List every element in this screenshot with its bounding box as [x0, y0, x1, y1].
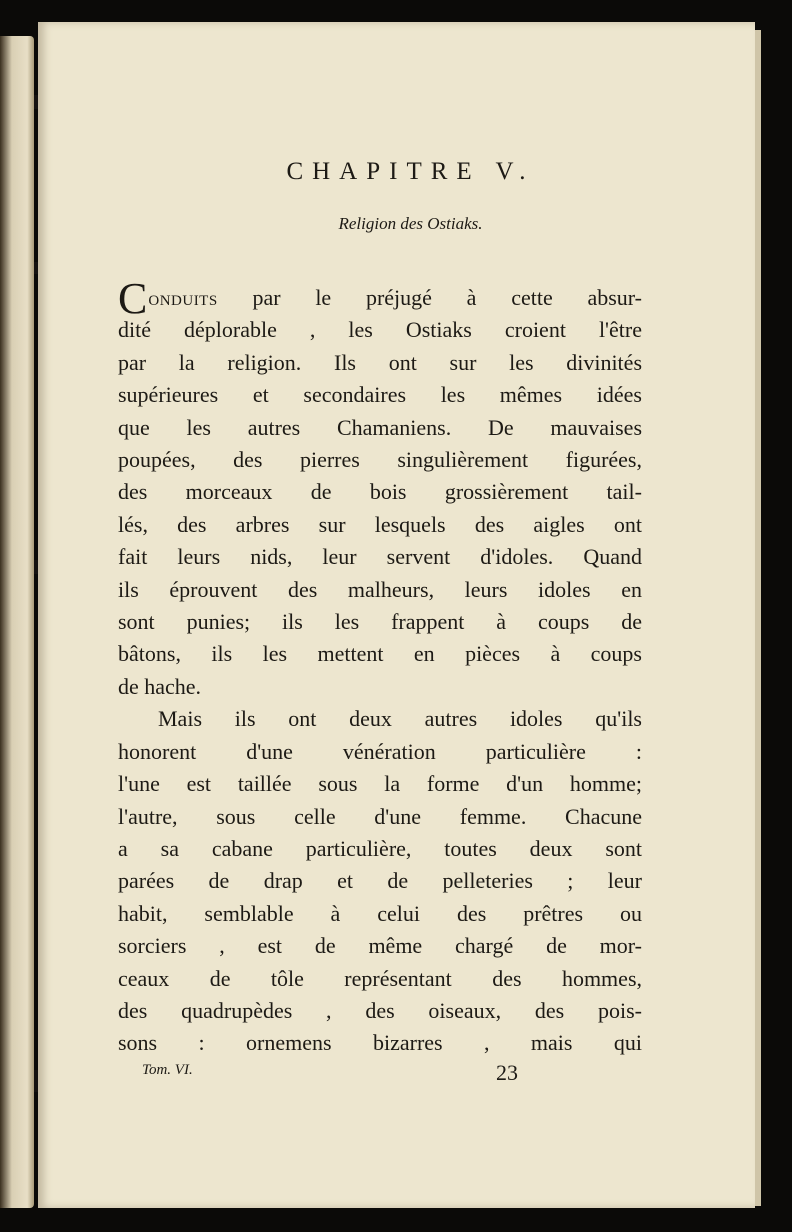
- first-word: onduits: [148, 285, 218, 310]
- text-line: supérieures et secondaires les mêmes idées: [118, 382, 642, 408]
- text-line: bâtons, ils les mettent en pièces à coups: [118, 641, 642, 667]
- text-line: l'autre, sous celle d'une femme. Chacune: [118, 803, 642, 829]
- text-line: parées de drap et de pelleteries ; leur: [118, 868, 642, 894]
- drop-cap: C: [118, 274, 148, 323]
- chapter-heading: CHAPITRE V.: [286, 158, 535, 185]
- text-line: sont punies; ils les frappent à coups de: [118, 609, 642, 635]
- text-line: habit, semblable à celui des prêtres ou: [118, 900, 642, 926]
- text-line: sorciers , est de même chargé de mor-: [118, 933, 642, 959]
- text-line: que les autres Chamaniens. De mauvaises: [118, 414, 642, 440]
- text-line: sons : ornemens bizarres , mais qui: [118, 1030, 642, 1056]
- page-number: 23: [496, 1060, 518, 1085]
- book-page: [38, 22, 755, 1208]
- text-line: l'une est taillée sous la forme d'un homme;: [118, 771, 642, 797]
- chapter-subtitle: Religion des Ostiaks.: [338, 214, 483, 233]
- text-line: fait leurs nids, leur servent d'idoles. Quand: [118, 544, 642, 570]
- text-line: lés, des arbres sur lesquels des aigles ont: [118, 511, 642, 537]
- text-line: des quadrupèdes , des oiseaux, des pois-: [118, 997, 642, 1023]
- paragraph-1: [118, 274, 643, 703]
- text-line: a sa cabane particulière, toutes deux sont: [118, 835, 642, 861]
- text-line: de hache.: [118, 673, 202, 699]
- text-line: ils éprouvent des malheurs, leurs idoles en: [118, 576, 642, 602]
- text-line: Mais ils ont deux autres idoles qu'ils: [158, 706, 642, 732]
- text-line: par la religion. Ils ont sur les divinités: [118, 349, 642, 375]
- body-text: [118, 274, 643, 1060]
- text-line: dité déplorable , les Ostiaks croient l'être: [118, 317, 642, 343]
- text-line: honorent d'une vénération particulière :: [118, 738, 642, 764]
- paragraph-2: [118, 703, 642, 1059]
- text-line: Conduits par le préjugé à cette absur-: [118, 274, 643, 323]
- page-fore-edge: [755, 30, 761, 1206]
- text-line: poupées, des pierres singulièrement figurées,: [118, 447, 642, 473]
- signature-mark: Tom. VI.: [142, 1062, 193, 1078]
- facing-page-edge: [0, 36, 34, 1208]
- text-line: ceaux de tôle représentant des hommes,: [118, 965, 642, 991]
- text-line: des morceaux de bois grossièrement tail-: [118, 479, 642, 505]
